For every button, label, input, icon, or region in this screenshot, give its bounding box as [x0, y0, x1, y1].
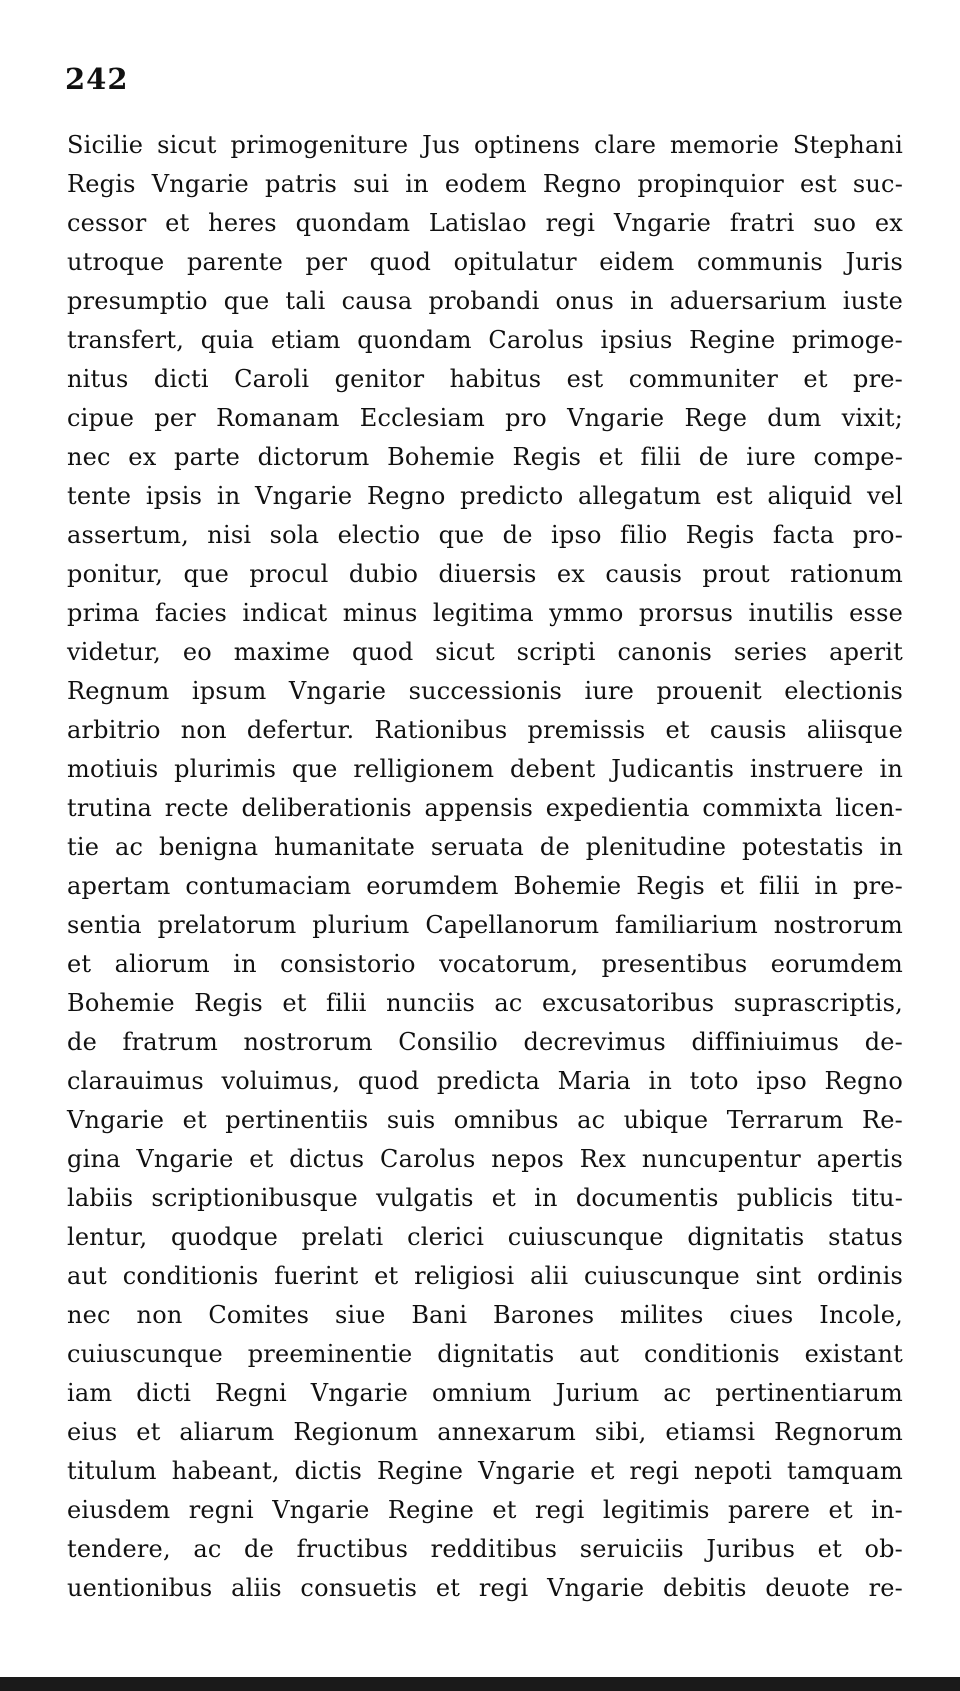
text-line: videtur, eo maxime quod sicut scripti canonis series aperit	[67, 638, 903, 666]
text-line: tie ac benigna humanitate seruata de plenitudine potestatis in	[67, 833, 903, 861]
text-line: labiis scriptionibusque vulgatis et in documentis publicis titu-	[67, 1184, 903, 1212]
text-line: arbitrio non defertur. Rationibus premissis et causis aliisque	[67, 716, 903, 744]
text-line: Sicilie sicut primogeniture Jus optinens clare memorie Stephani	[67, 131, 903, 159]
text-line: lentur, quodque prelati clerici cuiuscunque dignitatis status	[67, 1223, 903, 1251]
text-line: utroque parente per quod opitulatur eidem communis Juris	[67, 248, 903, 276]
text-line: transfert, quia etiam quondam Carolus ipsius Regine primoge-	[67, 326, 903, 354]
text-line: et aliorum in consistorio vocatorum, presentibus eorumdem	[67, 950, 903, 978]
text-line: sentia prelatorum plurium Capellanorum familiarium nostrorum	[67, 911, 903, 939]
text-line: tendere, ac de fructibus redditibus seruiciis Juribus et ob-	[67, 1535, 903, 1563]
text-line: gina Vngarie et dictus Carolus nepos Rex nuncupentur apertis	[67, 1145, 903, 1173]
text-line: Regis Vngarie patris sui in eodem Regno propinquior est suc-	[67, 170, 903, 198]
text-line: cipue per Romanam Ecclesiam pro Vngarie Rege dum vixit;	[67, 404, 903, 432]
page-number: 242	[65, 62, 129, 96]
text-line: Bohemie Regis et filii nunciis ac excusatoribus suprascriptis,	[67, 989, 903, 1017]
text-line: presumptio que tali causa probandi onus in aduersarium iuste	[67, 287, 903, 315]
text-line: eiusdem regni Vngarie Regine et regi legitimis parere et in-	[67, 1496, 903, 1524]
text-line: de fratrum nostrorum Consilio decrevimus diffiniuimus de-	[67, 1028, 903, 1056]
text-line: Vngarie et pertinentiis suis omnibus ac ubique Terrarum Re-	[67, 1106, 903, 1134]
text-line: uentionibus aliis consuetis et regi Vngarie debitis deuote re-	[67, 1574, 903, 1602]
scan-edge-bar	[0, 1677, 960, 1691]
text-line: eius et aliarum Regionum annexarum sibi, etiamsi Regnorum	[67, 1418, 903, 1446]
text-line: aut conditionis fuerint et religiosi alii cuiuscunque sint ordinis	[67, 1262, 903, 1290]
text-line: prima facies indicat minus legitima ymmo prorsus inutilis esse	[67, 599, 903, 627]
text-line: cuiuscunque preeminentie dignitatis aut conditionis existant	[67, 1340, 903, 1368]
text-line: nitus dicti Caroli genitor habitus est communiter et pre-	[67, 365, 903, 393]
text-line: clarauimus voluimus, quod predicta Maria in toto ipso Regno	[67, 1067, 903, 1095]
body-text	[67, 126, 903, 1608]
text-line: Regnum ipsum Vngarie successionis iure prouenit electionis	[67, 677, 903, 705]
text-line: motiuis plurimis que relligionem debent Judicantis instruere in	[67, 755, 903, 783]
text-line: assertum, nisi sola electio que de ipso filio Regis facta pro-	[67, 521, 903, 549]
text-line: trutina recte deliberationis appensis expedientia commixta licen-	[67, 794, 903, 822]
text-line: apertam contumaciam eorumdem Bohemie Regis et filii in pre-	[67, 872, 903, 900]
text-line: iam dicti Regni Vngarie omnium Jurium ac pertinentiarum	[67, 1379, 903, 1407]
text-line: tente ipsis in Vngarie Regno predicto allegatum est aliquid vel	[67, 482, 903, 510]
text-line: nec ex parte dictorum Bohemie Regis et filii de iure compe-	[67, 443, 903, 471]
text-line: titulum habeant, dictis Regine Vngarie et regi nepoti tamquam	[67, 1457, 903, 1485]
text-line: cessor et heres quondam Latislao regi Vngarie fratri suo ex	[67, 209, 903, 237]
text-line: ponitur, que procul dubio diuersis ex causis prout rationum	[67, 560, 903, 588]
text-line: nec non Comites siue Bani Barones milites ciues Incole,	[67, 1301, 903, 1329]
